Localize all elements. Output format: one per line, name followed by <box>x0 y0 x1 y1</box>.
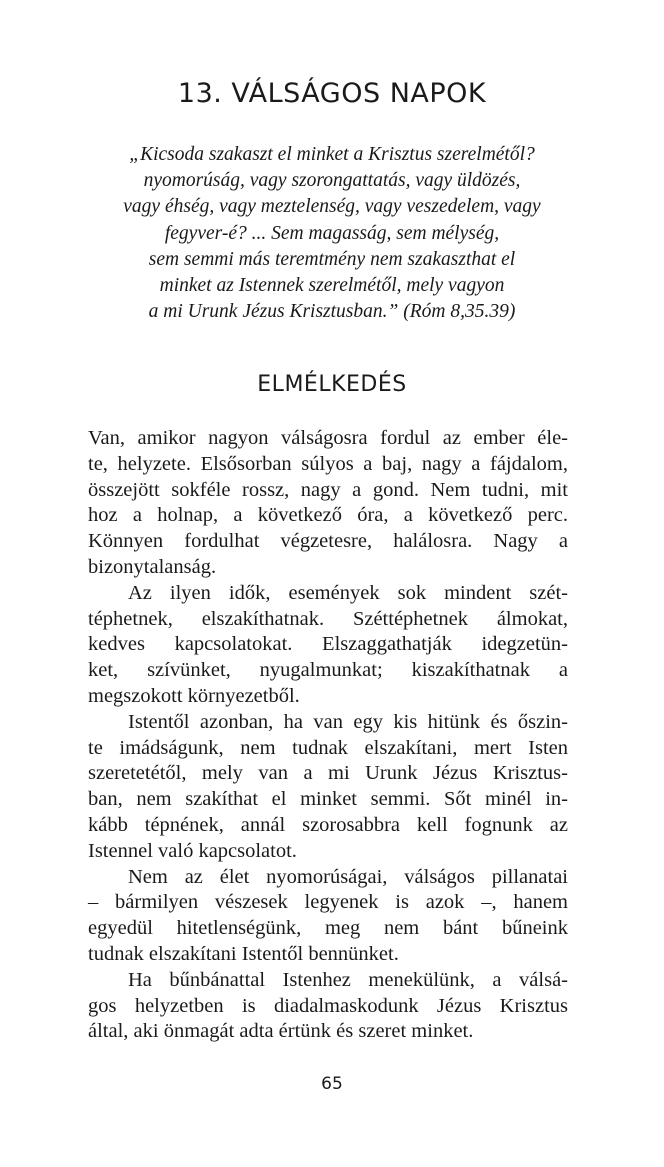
text-line: ket, szívünket, nyugalmunkat; kiszakíthatnak a <box>88 659 568 682</box>
text-line: bizonytalanság. <box>88 555 217 578</box>
text-line: Könnyen fordulhat végzetesre, halálosra. Nagy a <box>88 530 568 553</box>
epigraph-line: fegyver-é? ... Sem magasság, sem mélység, <box>164 222 500 244</box>
text-line: Istennel való kapcsolatot. <box>88 839 297 862</box>
text-line: téphetnek, elszakíthatnak. Széttéphetnek álmokat, <box>88 607 568 630</box>
section-title: ELMÉLKEDÉS <box>257 372 407 397</box>
text-line: összejött sokféle rossz, nagy a gond. Nem tudni, mit <box>88 478 568 501</box>
text-line: által, aki önmagát adta értünk és szeret minket. <box>88 1020 474 1043</box>
chapter-title: 13. VÁLSÁGOS NAPOK <box>177 78 487 109</box>
text-line: Ha bűnbánattal Istenhez menekülünk, a válsá- <box>128 968 568 991</box>
text-line: Az ilyen idők, események sok mindent szét- <box>128 581 568 604</box>
text-line: te imádságunk, nem tudnak elszakítani, mert Isten <box>88 736 568 759</box>
text-line: Istentől azonban, ha van egy kis hitünk és őszin- <box>128 710 568 733</box>
page-number: 65 <box>321 1074 343 1094</box>
meditation-text <box>88 426 568 1045</box>
text-line: tudnak elszakítani Istentől bennünket. <box>88 942 399 965</box>
epigraph-quote <box>90 142 574 325</box>
text-line: te, helyzete. Elsősorban súlyos a baj, nagy a fájdalom, <box>88 452 568 475</box>
text-line: ban, nem szakíthat el minket semmi. Sőt minél in- <box>88 788 568 811</box>
text-line: gos helyzetben is diadalmaskodunk Jézus Krisztus <box>88 994 568 1017</box>
epigraph-line: „Kicsoda szakaszt el minket a Krisztus szerelmétől? <box>129 144 535 165</box>
text-line: megszokott környezetből. <box>88 684 300 707</box>
text-line: Van, amikor nagyon válságosra fordul az ember éle- <box>88 427 568 449</box>
text-line: Nem az élet nyomorúságai, válságos pillanatai <box>128 865 568 888</box>
text-line: hoz a holnap, a következő óra, a következő perc. <box>88 504 568 527</box>
epigraph-line: minket az Istennek szerelmétől, mely vagyon <box>159 275 505 297</box>
text-line: kedves kapcsolatokat. Elszaggathatják idegzetün- <box>88 633 568 656</box>
epigraph-line: a mi Urunk Jézus Krisztusban.” (Róm 8,35.39) <box>148 301 516 323</box>
text-line: szeretetétől, mely van a mi Urunk Jézus Krisztus- <box>88 762 568 785</box>
epigraph-line: nyomorúság, vagy szorongattatás, vagy üldözés, <box>143 170 521 192</box>
text-line: egyedül hitetlenségünk, meg nem bánt bűneink <box>88 917 568 940</box>
epigraph-line: sem semmi más teremtmény nem szakaszthat el <box>148 248 516 270</box>
text-line: kább tépnének, annál szorosabbra kell fognunk az <box>88 813 568 836</box>
epigraph-line: vagy éhség, vagy meztelenség, vagy veszedelem, vagy <box>123 196 541 218</box>
text-line: – bármilyen vészesek legyenek is azok –, hanem <box>88 891 568 914</box>
